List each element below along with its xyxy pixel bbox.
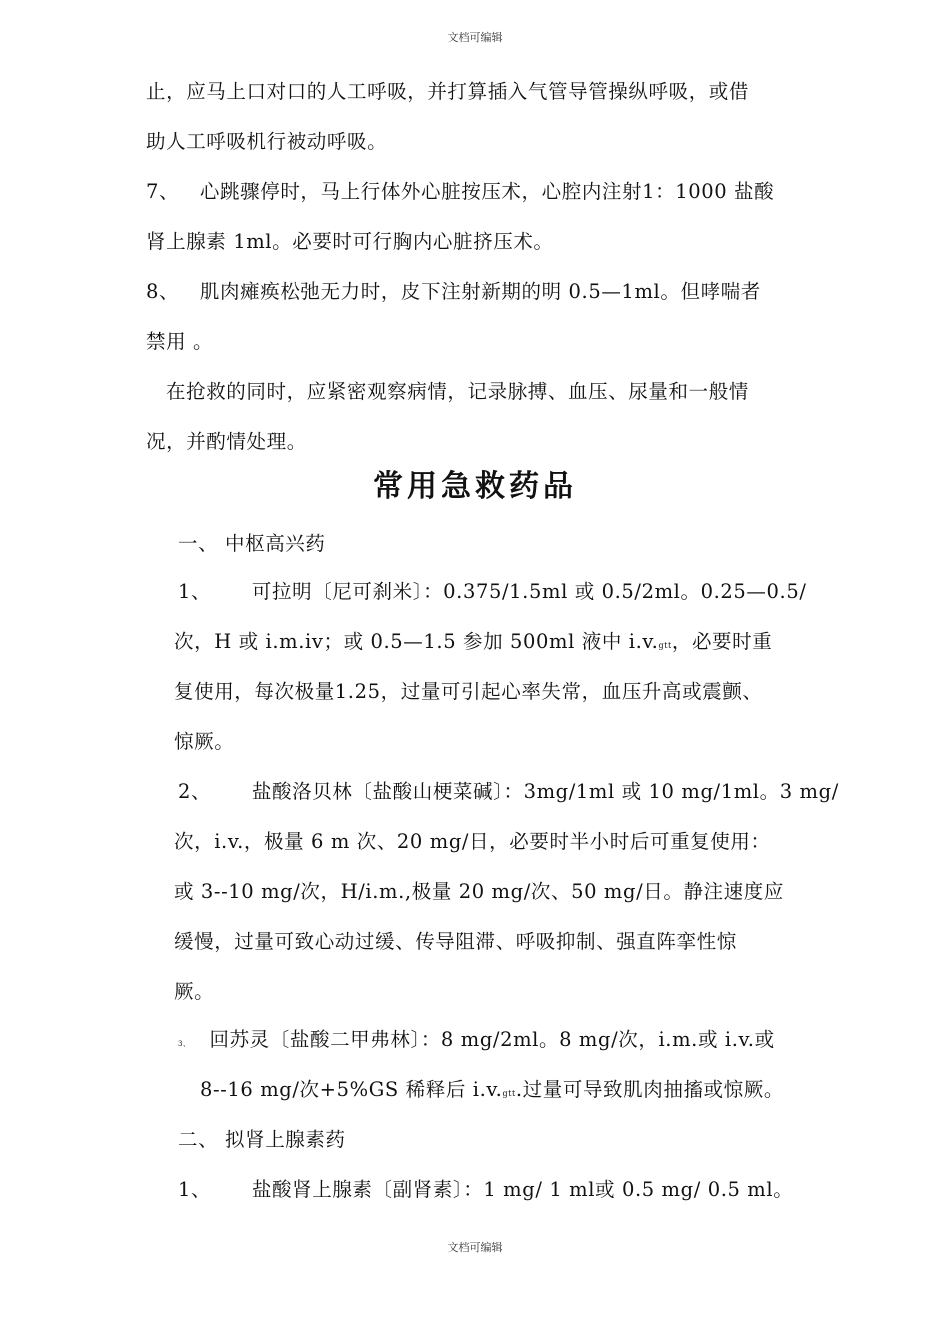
subscript: gtt (658, 641, 672, 650)
paragraph-line: 厥。 (174, 980, 215, 1003)
item-number: 1、 (178, 1178, 212, 1201)
item-text: 回苏灵〔盐酸二甲弗林〕：8 mg/2ml。8 mg/次，i.m.或 i.v.或 (209, 1028, 775, 1051)
item-number: 3、 (178, 1040, 191, 1048)
paragraph-line: 止，应马上口对口的人工呼吸，并打算插入气管导管操纵呼吸，或借 (146, 80, 750, 103)
item-number: 2、 (178, 780, 212, 803)
text-run: ，必要时重 (671, 630, 773, 653)
paragraph-line: 况，并酌情处理。 (146, 430, 307, 453)
text-run: 次，H 或 i.m.iv；或 0.5—1.5 参加 500ml 液中 i.v. (174, 630, 659, 653)
page-footer: 文档可编辑 (447, 1241, 503, 1254)
item-text: 盐酸肾上腺素〔副肾素〕：1 mg/ 1 ml或 0.5 mg/ 0.5 ml。 (251, 1178, 794, 1201)
item-7-line (146, 176, 774, 204)
drug-1-line (178, 576, 807, 604)
paragraph-line: 禁用 。 (146, 330, 214, 353)
item-text: 肌肉瘫痪松弛无力时，皮下注射新期的明 0.5—1ml。但哮喘者 (199, 280, 761, 303)
section-title: 常用急救药品 (373, 469, 577, 504)
section-heading: 一、 中枢高兴药 (178, 532, 326, 555)
text-run: .过量可导致肌肉抽搐或惊厥。 (515, 1078, 784, 1101)
paragraph-line: 肾上腺素 1ml。必要时可行胸内心脏挤压术。 (146, 230, 554, 253)
item-text: 盐酸洛贝林〔盐酸山梗菜碱〕：3mg/1ml 或 10 mg/1ml。3 mg/ (251, 780, 839, 803)
subscript: gtt (502, 1089, 516, 1098)
paragraph-line: 在抢救的同时，应紧密观察病情，记录脉搏、血压、尿量和一般情 (166, 380, 749, 403)
drug-1-line (178, 1174, 793, 1202)
item-8-line (146, 276, 761, 304)
section-heading: 二、 拟肾上腺素药 (178, 1128, 346, 1151)
paragraph-line: 次，i.v.，极量 6 m 次、20 mg/日，必要时半小时后可重复使用： (174, 830, 771, 853)
item-number: 1、 (178, 580, 212, 603)
paragraph-line: 惊厥。 (174, 730, 235, 753)
drug-3-line-2 (200, 1074, 784, 1102)
drug-2-line (178, 776, 839, 804)
drug-1-line-2 (174, 626, 772, 654)
item-number: 8、 (146, 280, 180, 303)
paragraph-line: 或 3--10 mg/次，H/i.m.,极量 20 mg/次、50 mg/日。静注速度应 (174, 880, 784, 903)
item-text: 心跳骤停时，马上行体外心脏按压术，心腔内注射1：1000 盐酸 (199, 180, 775, 203)
paragraph-line: 复使用，每次极量1.25，过量可引起心率失常，血压升高或震颤、 (174, 680, 763, 703)
paragraph-line: 缓慢，过量可致心动过缓、传导阻滞、呼吸抑制、强直阵挛性惊 (174, 930, 737, 953)
item-text: 可拉明〔尼可刹米〕：0.375/1.5ml 或 0.5/2ml。0.25—0.5/ (251, 580, 807, 603)
text-run: 8--16 mg/次+5%GS 稀释后 i.v. (200, 1078, 503, 1101)
item-number: 7、 (146, 180, 180, 203)
drug-3-line (178, 1024, 775, 1052)
page-header: 文档可编辑 (447, 31, 503, 44)
paragraph-line: 助人工呼吸机行被动呼吸。 (146, 130, 388, 153)
